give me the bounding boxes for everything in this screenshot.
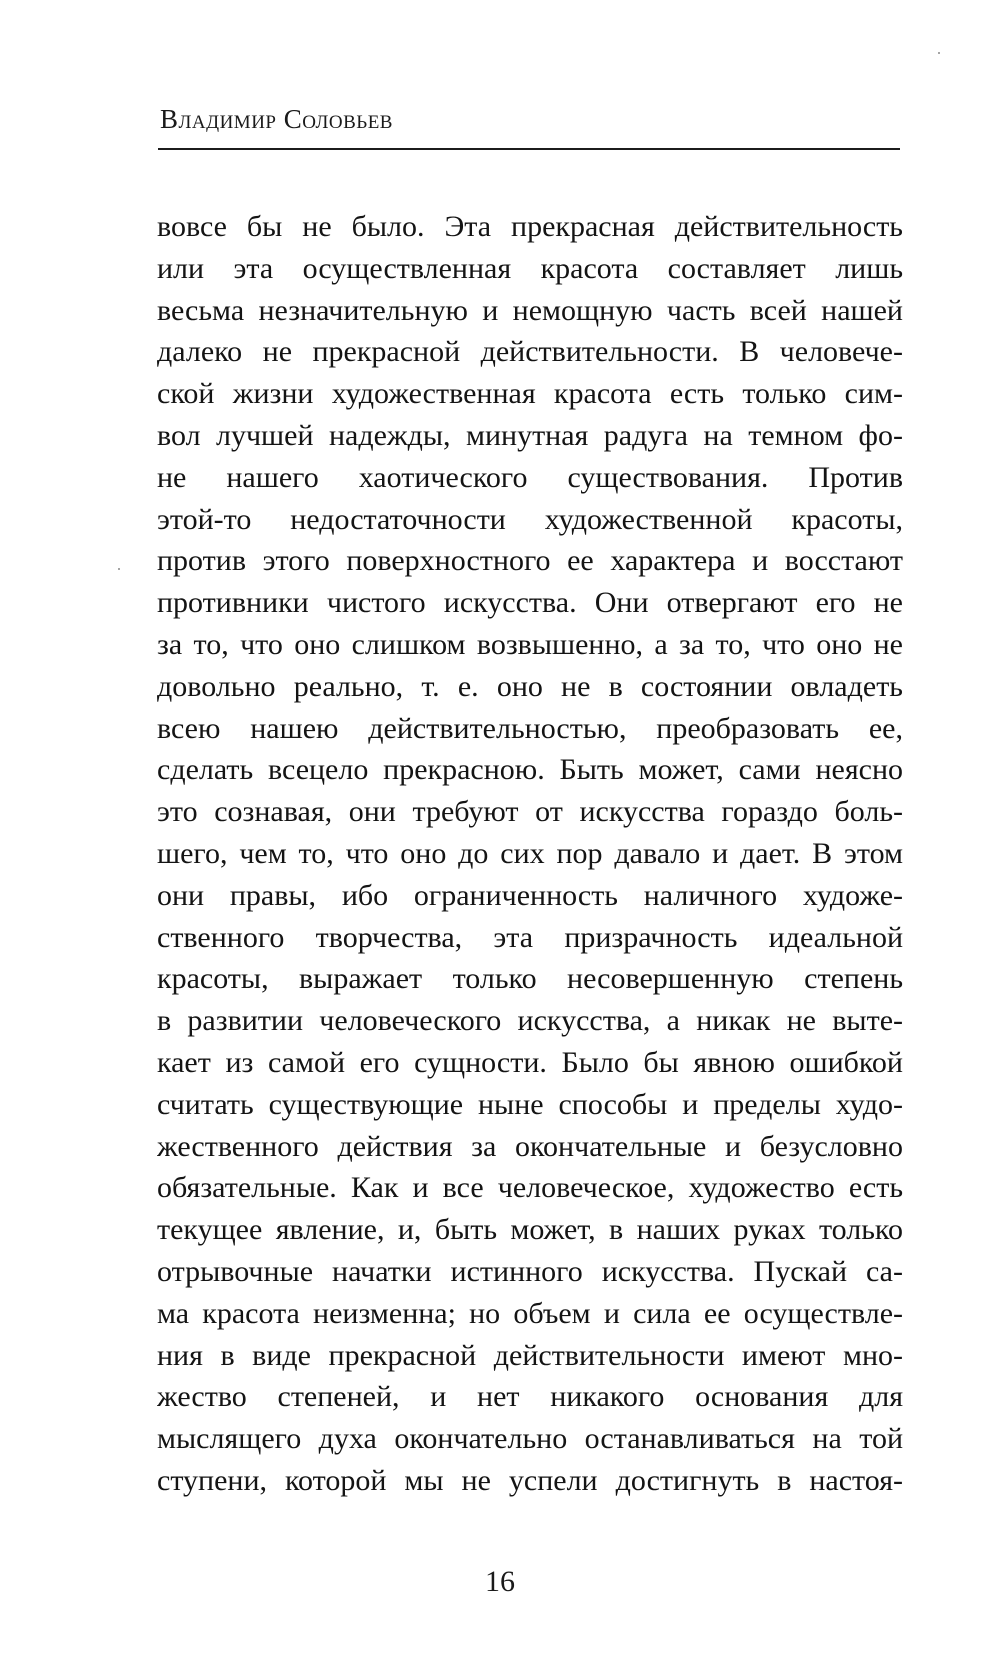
text-line: не нашего хаотического существования. Против	[157, 460, 903, 494]
scan-speck	[938, 52, 940, 54]
header-rule	[158, 148, 900, 150]
text-line: они правы, ибо ограниченность наличного художе-	[157, 878, 903, 912]
page-number: 16	[485, 1565, 515, 1598]
text-line: ской жизни художественная красота есть только сим-	[157, 377, 903, 411]
text-line: за то, что оно слишком возвышенно, а за то, что оно не	[157, 627, 903, 661]
text-line: далеко не прекрасной действительности. В человече-	[157, 335, 903, 369]
text-line: всею нашею действительностью, преобразовать ее,	[157, 711, 903, 745]
text-line: против этого поверхностного ее характера и восстают	[157, 544, 903, 578]
scan-speck	[118, 568, 120, 570]
text-line: ступени, которой мы не успели достигнуть в настоя-	[157, 1463, 903, 1497]
text-line: жество степеней, и нет никакого основания для	[157, 1380, 903, 1414]
text-line: весьма незначительную и немощную часть всей нашей	[157, 293, 903, 327]
text-line: противники чистого искусства. Они отвергают его не	[157, 586, 903, 620]
text-line: этой-то недостаточности художественной красоты,	[157, 502, 903, 536]
text-line: считать существующие ныне способы и пределы худо-	[157, 1087, 903, 1121]
text-line: сделать всецело прекрасною. Быть может, сами неясно	[157, 753, 903, 787]
body-text	[157, 206, 903, 1502]
text-line: это сознавая, они требуют от искусства гораздо боль-	[157, 795, 903, 829]
text-line: текущее явление, и, быть может, в наших руках только	[157, 1213, 903, 1247]
text-line: или эта осуществленная красота составляет лишь	[157, 251, 903, 285]
text-line: ма красота неизменна; но объем и сила ее осуществле-	[157, 1296, 903, 1330]
text-line: вовсе бы не было. Эта прекрасная действительность	[157, 210, 903, 243]
text-line: красоты, выражает только несовершенную степень	[157, 962, 903, 996]
text-line: вол лучшей надежды, минутная радуга на темном фо-	[157, 418, 903, 452]
text-line: обязательные. Как и все человеческое, художество есть	[157, 1171, 903, 1205]
text-line: мыслящего духа окончательно останавливаться на той	[157, 1422, 903, 1456]
text-line: в развитии человеческого искусства, а никак не выте-	[157, 1004, 903, 1038]
running-header-author: Владимир Соловьев	[160, 104, 393, 134]
text-line: довольно реально, т. е. оно не в состоянии овладеть	[157, 669, 903, 703]
text-line: жественного действия за окончательные и безусловно	[157, 1129, 903, 1163]
text-line: ственного творчества, эта призрачность идеальной	[157, 920, 903, 954]
text-line: ния в виде прекрасной действительности имеют мно-	[157, 1338, 903, 1372]
text-line: кает из самой его сущности. Было бы явною ошибкой	[157, 1045, 903, 1079]
text-line: отрывочные начатки истинного искусства. Пускай са-	[157, 1254, 903, 1288]
text-line: шего, чем то, что оно до сих пор давало и дает. В этом	[157, 836, 903, 870]
